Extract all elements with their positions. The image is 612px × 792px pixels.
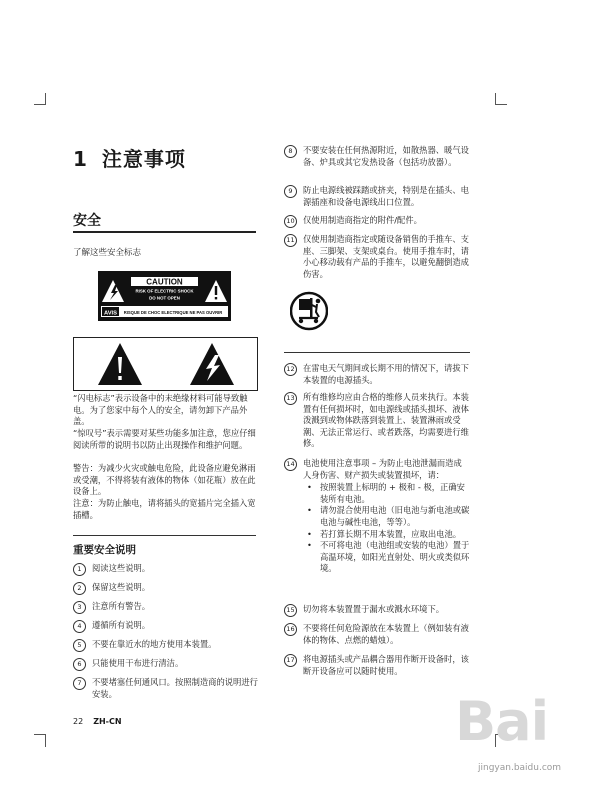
chapter-title: 注意事项: [101, 147, 186, 171]
list-item: 6 只能使用干布进行清洁。: [73, 658, 259, 671]
item-number: 8: [284, 145, 297, 158]
safety-symbols-box: [73, 337, 258, 391]
crop-mark: [495, 93, 496, 105]
important-divider: [73, 535, 256, 536]
bullet-item: • 不可将电池（电池组或安装的电池）置于高温环境，如阳光直射处、明火或类似环境。: [303, 540, 470, 575]
list-item: 13 所有维修均应由合格的维修人员来执行。本装置有任何损坏时，如电源线或插头损坏、液体泼溅到或物体跌落到装置上、装置淋雨或受潮、无法正常运行、或者跌落，均需要进行维修。: [284, 392, 470, 450]
crop-mark: [45, 93, 46, 105]
list-item: 14 电池使用注意事项 – 为防止电池泄漏而造成人身伤害、财产损失或装置损坏，请： • 按照装置上标明的 + 极和 - 极，正确安装所有电池。 • 请勿混合使用电池（旧电池与新电池或碳电池与碱性电池，等等）。 • 若打算长期不用本装置，应取出电池。 • 不可将电池（电池组或安装的电池）置于高温环境，如阳光直射处、明火或类似环境。: [284, 458, 470, 575]
list-item: 12 在雷电天气期间或长期不用的情况下，请拔下本装置的电源插头。: [284, 363, 470, 386]
list-item: 1 阅读这些说明。: [73, 563, 259, 576]
item-number: 1: [73, 563, 86, 576]
page-footer: [73, 717, 122, 726]
item-number: 11: [284, 234, 297, 247]
list-item: 2 保留这些说明。: [73, 582, 259, 595]
caution-line2: DO NOT OPEN: [149, 295, 180, 301]
list-item: 7 不要堵塞任何通风口。按照制造商的说明进行安装。: [73, 677, 259, 700]
item-number: 12: [284, 363, 297, 376]
caution-line1: RISK OF ELECTRIC SHOCK: [135, 288, 194, 294]
list-item: 11 仅使用制造商指定或随设备销售的手推车、支座、三脚架、支架或桌台。使用手推车时，请小心移动载有产品的手推车，以避免翻倒造成伤害。: [284, 234, 470, 280]
battery-bullets: [303, 482, 470, 575]
exclamation-triangle-icon: [98, 343, 142, 385]
bullet-item: • 请勿混合使用电池（旧电池与新电池或碳电池与碱性电池，等等）。: [303, 505, 470, 528]
item-number: 5: [73, 639, 86, 652]
item-number: 4: [73, 620, 86, 633]
list-item: 3 注意所有警告。: [73, 601, 259, 614]
list-item: 10 仅使用制造商指定的附件/配件。: [284, 215, 470, 228]
lightning-triangle-icon: [190, 343, 234, 385]
list-item: 15 切勿将本装置置于漏水或溅水环境下。: [284, 604, 470, 617]
caution-label: [98, 271, 231, 321]
right-divider: [284, 352, 470, 353]
list-item: 5 不要在靠近水的地方使用本装置。: [73, 639, 259, 652]
item-number: 16: [284, 623, 297, 636]
item-number: 6: [73, 658, 86, 671]
watermark-brand: Bai: [455, 690, 549, 753]
item-number: 3: [73, 601, 86, 614]
list-item: 17 将电源插头或产品耦合器用作断开设备时，该断开设备应可以随时使用。: [284, 654, 470, 677]
language-code: ZH-CN: [93, 717, 122, 726]
section-divider: [73, 231, 256, 233]
crop-mark: [45, 735, 46, 747]
note-text: 注意：为防止触电，请将插头的宽插片完全插入宽插槽。: [73, 498, 256, 520]
item-number: 7: [73, 677, 86, 690]
cart-tipping-icon: [290, 291, 328, 331]
warning-text: 警告：为减少火灾或触电危险，此设备应避免淋雨或受潮，不得将装有液体的物体（如花瓶）放在此设备上。: [73, 463, 256, 497]
item-number: 17: [284, 654, 297, 667]
item-number: 15: [284, 604, 297, 617]
avis-label: AVIS: [103, 310, 118, 317]
crop-mark: [495, 104, 507, 105]
caution-french: RISQUE DE CHOC ELECTRIQUE NE PAS OUVRIR: [123, 309, 223, 315]
item-number: 9: [284, 185, 297, 198]
list-item: 8 不要安装在任何热源附近，如散热器、暖气设备、炉具或其它发热设备（包括功放器）。: [284, 145, 470, 168]
page-number: 22: [73, 717, 84, 726]
exclamation-explanation: “惊叹号”表示需要对某些功能多加注意，您应仔细阅读所带的说明书以防止出现操作和维护问题。: [73, 428, 256, 450]
list-item: 9 防止电源线被踩踏或挤夹，特别是在插头、电源插座和设备电源线出口位置。: [284, 185, 470, 208]
item-number: 14: [284, 458, 297, 471]
item-number: 2: [73, 582, 86, 595]
caution-heading: CAUTION: [146, 277, 183, 287]
watermark: [420, 690, 610, 790]
chapter-heading: [73, 143, 186, 172]
learn-signs-text: 了解这些安全标志: [73, 248, 142, 258]
list-item: 16 不要将任何危险源放在本装置上（例如装有液体的物体、点燃的蜡烛）。: [284, 623, 470, 646]
watermark-url: jingyan.baidu.com: [478, 763, 562, 773]
section-title: 安全: [73, 213, 101, 229]
lightning-explanation: “闪电标志”表示设备中的未绝缘材料可能导致触电。为了您家中每个人的安全，请勿卸下产品外盖。: [73, 393, 248, 427]
chapter-number: 1: [73, 147, 88, 171]
list-item: 4 遵循所有说明。: [73, 620, 259, 633]
item-number: 13: [284, 392, 297, 405]
bullet-item: • 若打算长期不用本装置，应取出电池。: [303, 529, 470, 541]
bullet-item: • 按照装置上标明的 + 极和 - 极，正确安装所有电池。: [303, 482, 470, 505]
important-title: 重要安全说明: [73, 544, 136, 556]
item-number: 10: [284, 215, 297, 228]
